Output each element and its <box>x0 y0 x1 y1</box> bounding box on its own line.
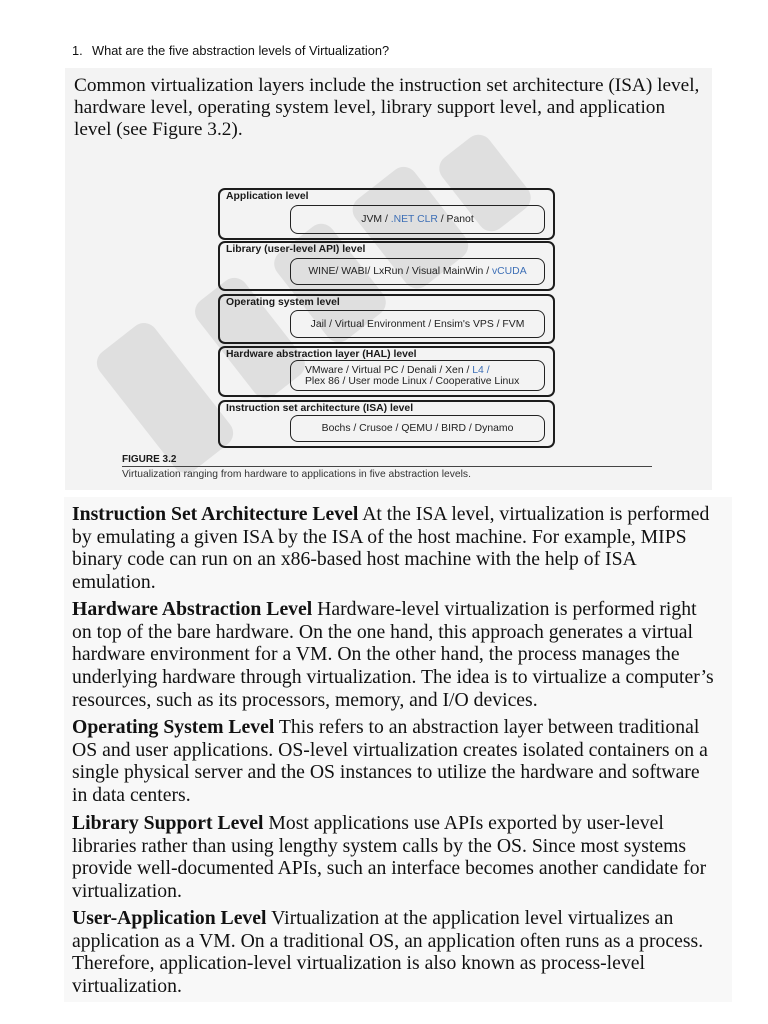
intro-line: level (see Figure 3.2). <box>74 119 243 140</box>
section-line: by emulating a given ISA by the ISA of the host machine. For example, MIPS <box>72 525 687 548</box>
level-label: Hardware abstraction layer (HAL) level <box>226 349 417 360</box>
section-line: virtualization. <box>72 975 182 998</box>
examples-line <box>361 214 473 225</box>
level-label: Application level <box>226 191 309 202</box>
examples-text: Plex 86 / User mode Linux / Cooperative Linux <box>305 375 520 387</box>
section-line: underlying hardware through virtualization. The idea is to virtualize a computer’s <box>72 666 714 689</box>
level-examples-box <box>290 360 545 391</box>
section-line: OS and user applications. OS-level virtualization creates isolated containers on a <box>72 738 708 761</box>
examples-text: Bochs / Crusoe / QEMU / BIRD / Dynamo <box>321 423 514 434</box>
examples-highlight: vCUDA <box>491 266 527 277</box>
section-line: in data centers. <box>72 784 191 807</box>
examples-highlight: .NET CLR <box>390 214 438 225</box>
section-text: Virtualization at the application level virtualizes an <box>271 907 674 929</box>
section-text: This refers to an abstraction layer between traditional <box>278 716 700 738</box>
figure-caption: Virtualization ranging from hardware to applications in five abstraction levels. <box>122 469 471 480</box>
examples-line <box>311 319 525 330</box>
section-heading: Operating System Level <box>72 716 275 738</box>
examples-text: Jail / Virtual Environment / Ensim's VPS / FVM <box>310 318 525 330</box>
examples-text: / Panot <box>437 214 474 225</box>
section-os-level <box>72 716 708 807</box>
section-hardware-level <box>72 598 714 712</box>
intro-line: hardware level, operating system level, library support level, and application <box>74 97 666 118</box>
section-isa-level <box>72 503 709 594</box>
section-line: provide well-documented APIs, such an interface becomes another candidate for <box>72 857 707 880</box>
section-line: binary code can run on an x86-based host machine with the help of ISA <box>72 548 637 571</box>
examples-text: WINE/ WABI/ LxRun / Visual MainWin / <box>308 266 492 277</box>
level-library <box>218 241 555 291</box>
section-heading: Hardware Abstraction Level <box>72 598 313 620</box>
section-heading: Instruction Set Architecture Level <box>72 503 359 525</box>
examples-line <box>322 423 514 434</box>
section-line: hardware environment for a VM. On the other hand, the process manages the <box>72 643 680 666</box>
question-text: What are the five abstraction levels of Virtualization? <box>92 43 390 58</box>
examples-text: JVM / <box>361 214 391 225</box>
section-user-application-level <box>72 907 703 998</box>
examples-line <box>305 376 519 387</box>
figure-caption-rule <box>122 466 652 467</box>
section-line <box>72 812 706 835</box>
figure-number: FIGURE 3.2 <box>122 454 177 465</box>
level-examples-box <box>290 415 545 442</box>
level-label: Operating system level <box>226 297 340 308</box>
level-application <box>218 188 555 240</box>
examples-text: VMware / Virtual PC / Denali / Xen / <box>305 364 473 376</box>
examples-highlight: L4 / <box>472 364 490 376</box>
section-text: At the ISA level, virtualization is performed <box>362 503 710 525</box>
section-line: emulation. <box>72 571 156 594</box>
section-line: libraries rather than using lengthy system calls by the OS. Since most systems <box>72 834 687 857</box>
section-text: Hardware-level virtualization is performed right <box>317 598 697 620</box>
section-line: resources, such as its processors, memory, and I/O devices. <box>72 688 538 711</box>
section-line <box>72 503 709 526</box>
section-line: single physical server and the OS instances to utilize the hardware and software <box>72 761 700 784</box>
level-hardware-abstraction <box>218 346 555 397</box>
level-label: Instruction set architecture (ISA) level <box>226 403 414 414</box>
section-line <box>72 907 703 930</box>
intro-line: Common virtualization layers include the instruction set architecture (ISA) level, <box>74 75 700 96</box>
section-line: virtualization. <box>72 880 182 903</box>
question-heading <box>72 43 432 59</box>
intro-paragraph <box>74 75 699 141</box>
section-line <box>72 598 714 621</box>
level-examples-box <box>290 310 545 338</box>
section-text: Most applications use APIs exported by user-level <box>268 812 664 834</box>
section-line: on top of the bare hardware. On the one hand, this approach generates a virtual <box>72 620 694 643</box>
section-line <box>72 716 708 739</box>
examples-line <box>305 365 490 376</box>
question-number: 1. <box>72 43 83 58</box>
section-heading: User-Application Level <box>72 907 267 929</box>
level-isa <box>218 400 555 448</box>
examples-line <box>308 266 526 277</box>
level-operating-system <box>218 294 555 344</box>
level-label: Library (user-level API) level <box>226 244 366 255</box>
level-examples-box <box>290 258 545 285</box>
section-library-level <box>72 812 706 903</box>
section-line: application as a VM. On a traditional OS, an application often runs as a process. <box>72 929 704 952</box>
section-heading: Library Support Level <box>72 812 264 834</box>
section-line: Therefore, application-level virtualization is also known as process-level <box>72 952 645 975</box>
level-examples-box <box>290 205 545 234</box>
